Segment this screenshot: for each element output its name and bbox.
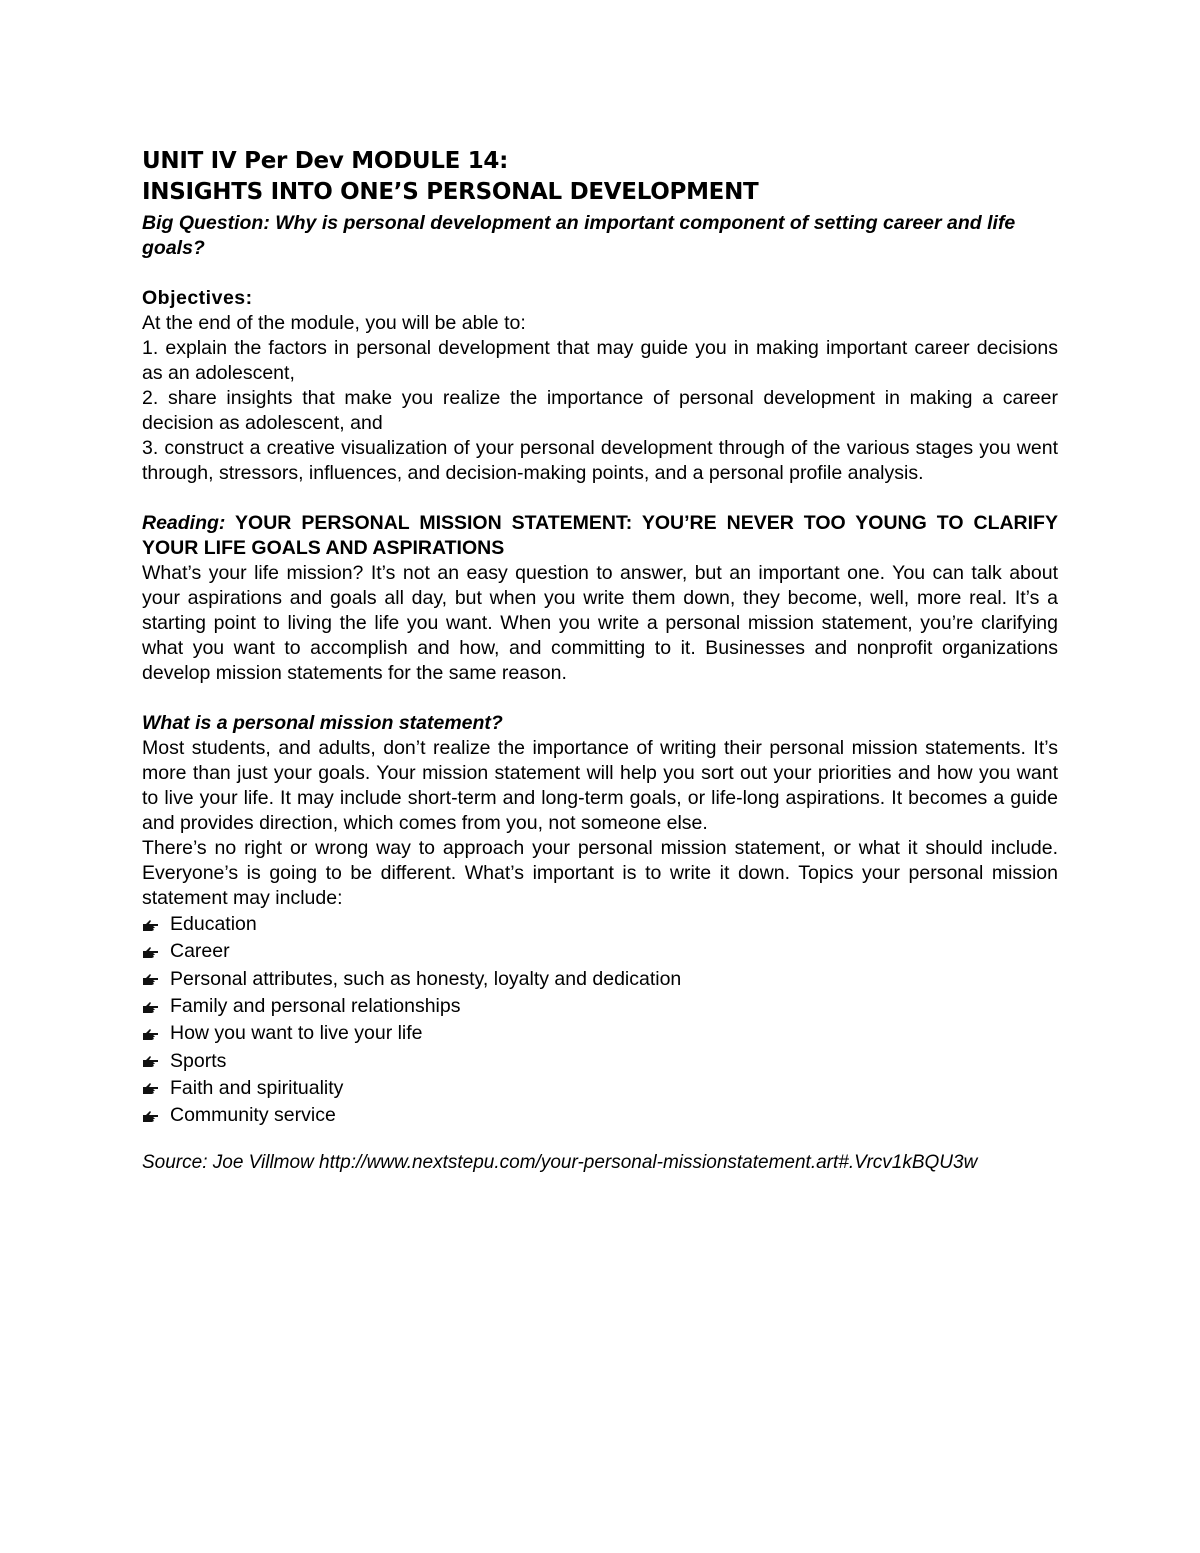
spacer xyxy=(142,261,1058,286)
objective-item: 2. share insights that make you realize the importance of personal development in making a career decision as adolescent, and xyxy=(142,387,1058,434)
list-item xyxy=(142,938,1058,965)
topic-label: Career xyxy=(170,940,230,963)
reading-label: Reading: xyxy=(142,512,226,534)
reading-title: YOUR PERSONAL MISSION STATEMENT: YOU’RE NEVER TOO YOUNG TO CLARIFY YOUR LIFE GOALS AND ASPIRATIONS xyxy=(142,512,1058,559)
objective-item: 3. construct a creative visualization of your personal development through of the various stages you went through, stressors, influences, and decision-making points, and a personal profile analysis. xyxy=(142,437,1058,484)
list-item xyxy=(142,1047,1058,1074)
spacer xyxy=(142,486,1058,511)
module-title-line-2: INSIGHTS INTO ONE’S PERSONAL DEVELOPMENT xyxy=(142,179,759,205)
reading-heading xyxy=(142,511,1058,561)
topic-label: Sports xyxy=(170,1049,227,1072)
objective-item: 1. explain the factors in personal development that may guide you in making important career decisions as an adolescent, xyxy=(142,337,1058,384)
reading-paragraph: What’s your life mission? It’s not an easy question to answer, but an important one. You can talk about your aspirations and goals all day, but when you write them down, they become, well, more real. It’s a starting point to living the life you want. When you write a personal mission statement, you’re clarifying what you want to accomplish and how, and committing to it. Businesses and nonprofit organizations develop mission statements for the same reason. xyxy=(142,562,1058,684)
pointing-hand-icon xyxy=(142,1000,162,1014)
spacer xyxy=(142,686,1058,711)
body-paragraph: There’s no right or wrong way to approach your personal mission statement, or what it should include. Everyone’s is going to be different. What’s important is to write it down. Topics your personal mission statement may include: xyxy=(142,837,1058,909)
list-item xyxy=(142,1102,1058,1129)
pointing-hand-icon xyxy=(142,1054,162,1068)
topic-label: How you want to live your life xyxy=(170,1022,423,1045)
pointing-hand-icon xyxy=(142,1081,162,1095)
pointing-hand-icon xyxy=(142,1027,162,1041)
module-title-line-1: UNIT IV Per Dev MODULE 14: xyxy=(142,148,509,174)
list-item xyxy=(142,966,1058,993)
topic-label: Faith and spirituality xyxy=(170,1076,344,1099)
topics-list xyxy=(142,911,1058,1129)
list-item xyxy=(142,1020,1058,1047)
topic-label: Personal attributes, such as honesty, loyalty and dedication xyxy=(170,967,682,990)
body-paragraph: Most students, and adults, don’t realize the importance of writing their personal mission statements. It’s more than just your goals. Your mission statement will help you sort out your priorities and how you want to live your life. It may include short-term and long-term goals, or life-long aspirations. It becomes a guide and provides direction, which comes from you, not someone else. xyxy=(142,737,1058,834)
list-item xyxy=(142,993,1058,1020)
pointing-hand-icon xyxy=(142,918,162,932)
objectives-heading: Objectives: xyxy=(142,287,253,309)
pointing-hand-icon xyxy=(142,1109,162,1123)
topic-label: Family and personal relationships xyxy=(170,995,461,1018)
list-item xyxy=(142,1075,1058,1102)
objectives-intro: At the end of the module, you will be able to: xyxy=(142,312,526,334)
topic-label: Community service xyxy=(170,1104,336,1127)
section-subheading: What is a personal mission statement? xyxy=(142,712,503,734)
topic-label: Education xyxy=(170,913,257,936)
big-question: Big Question: Why is personal development an important component of setting career and life goals? xyxy=(142,212,1016,259)
document-content xyxy=(142,146,1058,1175)
pointing-hand-icon xyxy=(142,945,162,959)
pointing-hand-icon xyxy=(142,972,162,986)
list-item xyxy=(142,911,1058,938)
source-citation: Source: Joe Villmow http://www.nextstepu.com/your-personal-missionstatement.art#.Vrcv1kBQU3w xyxy=(142,1152,978,1174)
